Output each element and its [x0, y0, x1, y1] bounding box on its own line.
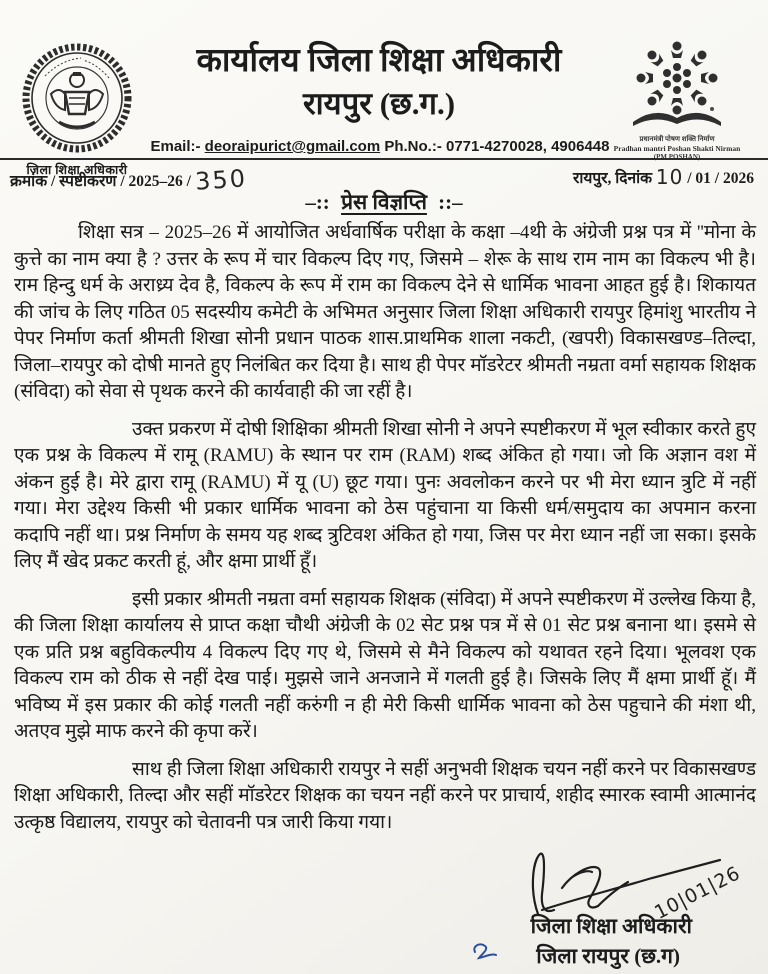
pm-poshan-caption-english: Pradhan mantri Poshan Shakti Nirman: [613, 143, 741, 153]
office-title: [150, 40, 608, 125]
heading-suffix: ::–: [438, 190, 463, 214]
heading-prefix: –::: [305, 190, 330, 214]
paragraph-1: शिक्षा सत्र – 2025–26 में आयोजित अर्धवार्षिक परीक्षा के कक्षा –4थी के अंग्रेजी प्रश्न पत्र में ''मोना के कुत्ते का नाम क्या है ? उत्तर के रूप में चार विकल्प दिए गए, जिसमे – शेरू के साथ राम नाम का विकल्प भी है। राम हिन्दु धर्म के अराध्र्य देव है, विकल्प के रूप में राम का विकल्प देने से धार्मिक भावना आहत हुई है। शिकायत की जांच के लिए गठित 05 सदस्यीय कमेटी के अभिमत अनुसार जिला शिक्षा अधिकारी रायपुर हिमांशु भारतीय ने पेपर निर्माण कर्ता श्रीमती शिखा सोनी प्रधान पाठक शास.प्राथमिक शाला नकटी, (खपरी) विकासखण्ड–तिल्दा, जिला–रायपुर को दोषी मानते हुए निलंबित कर दिया है। साथ ही पेपर मॉडरेटर श्रीमती नम्रता वर्मा सहायक शिक्षक (संविदा) को सेवा से पृथक करने की कार्यवाही की जा रहीं है।: [14, 222, 756, 402]
place-and-date: [573, 164, 754, 188]
paragraph-2: उक्त प्रकरण में दोषी शिक्षिका श्रीमती शिखा सोनी ने अपने स्पष्टीकरण में भूल स्वीकार करते हुए एक प्रश्न के विकल्प में रामू (RAMU) के स्थान पर राम (RAM) शब्द अंकित हो गया। जो कि अज्ञान वश में अंकन हुई है। मेरे द्वारा रामू (RAMU) में यू (U) छूट गया। पुनः अवलोकन करने पर भी मेरा ध्यान त्रुटि में नहीं गया। मेरा उद्देश्य किसी भी प्रकार धार्मिक भावना को ठेस पहुंचाना या किसी धर्म/समुदाय का अपमान करना कदापि नहीं था। प्रश्न निर्माण के समय यह शब्द त्रुटिवश अंकित हो गया, जिस पर मेरा ध्यान नहीं जा सका। इसके लिए मैं खेद प्रकट करती हूं, और क्षमा प्रार्थी हूँ।: [14, 418, 756, 572]
blue-pen-scribble-icon: [470, 940, 498, 964]
press-release-heading: [0, 188, 768, 216]
signature-date-handwritten: 10|01|26: [650, 862, 744, 924]
paragraph-4: साथ ही जिला शिक्षा अधिकारी रायपुर ने सहीं अनुभवी शिक्षक चयन नहीं करने पर विकासखण्ड शिक्षा अधिकारी, तिल्दा और सहीं मॉडरेटर शिक्षक का चयन नहीं करने पर प्राचार्य, शहीद स्मारक स्वामी आत्मानंद उत्कृष्ठ विद्यालय, रायपुर को चेतावनी पत्र जारी किया गया।: [14, 758, 756, 833]
email-label: Email:-: [150, 138, 201, 155]
date-printed: / 01 / 2026: [687, 170, 754, 187]
pm-poshan-caption-hindi: प्रधानमंत्री पोषण शक्ति निर्माण: [639, 135, 715, 143]
signatory-designation: जिला शिक्षा अधिकारी: [530, 914, 692, 938]
pm-poshan-caption-abbr: (PM POSHAN): [653, 153, 701, 162]
press-release-body: [14, 220, 756, 847]
place-date-label: रायपुर, दिनांक: [573, 170, 653, 187]
pm-poshan-icon: [625, 34, 729, 130]
seal-caption: जिला शिक्षा अधिकारी: [26, 163, 128, 177]
office-title-line2: रायपुर (छ.ग.): [302, 85, 456, 121]
phone-numbers: Ph.No.:- 0771-4270028, 4906448: [384, 138, 610, 155]
email-address: deoraipurict@gmail.com: [204, 138, 381, 155]
reference-label: क्रमांक / स्पष्टीकरण / 2025–26 /: [10, 173, 191, 190]
paragraph-3: इसी प्रकार श्रीमती नम्रता वर्मा सहायक शिक्षक (संविदा) में अपने स्पष्टीकरण में उल्लेख किया है, की जिला शिक्षा कार्यालय से प्राप्त कक्षा चौथी अंग्रेजी के 02 सेट प्रश्न पत्र में से 01 सेट प्रश्न बनाना था। इसमे से एक प्रति प्रश्न बहुविकल्पीय 4 विकल्प दिए गए थे, जिसमे से मैने विकल्प को यथावत रहने दिया। भूलवश एक विकल्प राम को ठीक से नहीं देख पाई। मुझसे जाने अनजाने में गलती हुई है। जिसके लिए मैं क्षमा प्रार्थी हॅू। मैं भविष्य में इस प्रकार की कोई गलती नहीं करुंगी न ही मेरी किसी धार्मिक भावना को ठेस पहुचाने की मंशा थी, अतएव मुझे माफ करने की कृपा करें।: [14, 588, 756, 742]
signature-block: [450, 854, 750, 974]
signatory-office: जिला रायपुर (छ.ग): [536, 944, 680, 968]
office-seal-icon: [21, 42, 133, 154]
date-day-handwritten: 10: [655, 165, 684, 189]
contact-line: [140, 138, 620, 155]
office-title-line1: कार्यालय जिला शिक्षा अधिकारी: [196, 43, 562, 79]
scan-speck: [710, 107, 714, 111]
reference-number-handwritten: 350: [194, 164, 248, 196]
heading-text: प्रेस विज्ञप्ति: [341, 190, 427, 214]
pm-poshan-logo: [608, 34, 746, 162]
